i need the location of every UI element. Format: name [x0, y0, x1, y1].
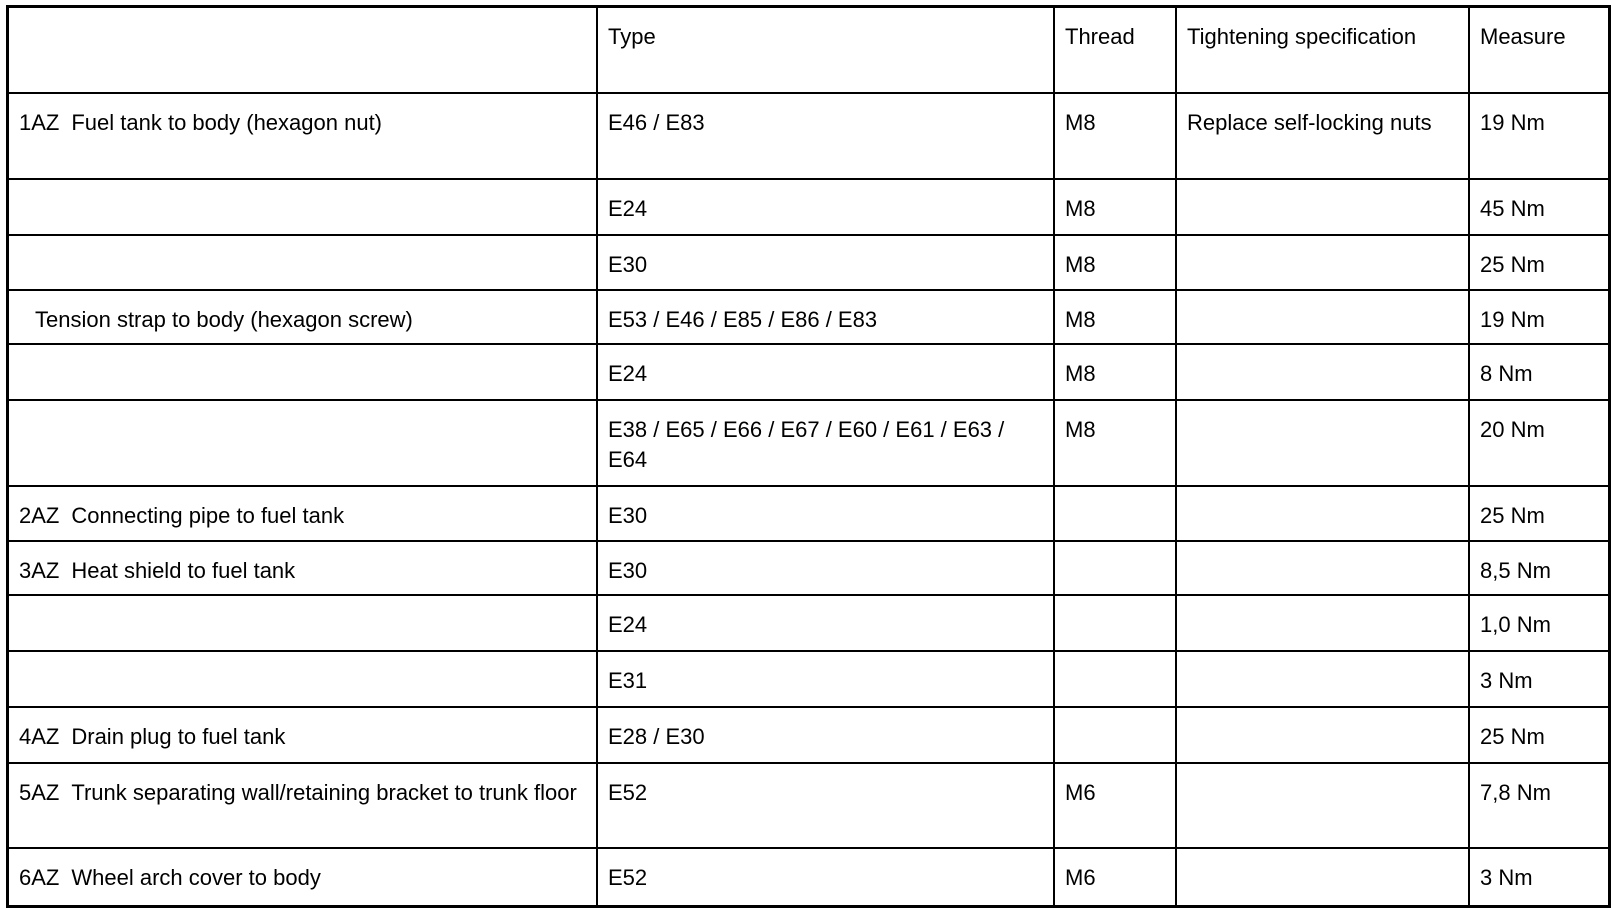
measure-cell: 25 Nm [1469, 707, 1610, 763]
spec-cell [1176, 763, 1469, 848]
type-cell: E38 / E65 / E66 / E67 / E60 / E61 / E63 / E64 [597, 400, 1054, 486]
table-row [8, 400, 1610, 486]
table-row [8, 235, 1610, 290]
spec-cell [1176, 290, 1469, 344]
item-code: 3AZ [19, 558, 60, 583]
table-row [8, 93, 1610, 179]
spec-cell [1176, 707, 1469, 763]
measure-cell: 3 Nm [1469, 651, 1610, 707]
header-row [8, 7, 1610, 94]
type-cell: E46 / E83 [597, 93, 1054, 179]
item-code: 1AZ [19, 110, 60, 135]
type-cell: E53 / E46 / E85 / E86 / E83 [597, 290, 1054, 344]
item-cell [8, 93, 598, 179]
spec-cell [1176, 344, 1469, 400]
item-cell [8, 595, 598, 651]
type-cell: E52 [597, 763, 1054, 848]
item-cell [8, 541, 598, 595]
table-row [8, 707, 1610, 763]
spec-cell [1176, 541, 1469, 595]
item-description: Fuel tank to body (hexagon nut) [71, 110, 383, 135]
item-description: Heat shield to fuel tank [71, 558, 296, 583]
item-code: 5AZ [19, 780, 60, 805]
measure-cell: 25 Nm [1469, 486, 1610, 541]
spec-cell [1176, 848, 1469, 907]
table-row [8, 344, 1610, 400]
table-row [8, 595, 1610, 651]
item-cell [8, 179, 598, 235]
measure-cell: 8,5 Nm [1469, 541, 1610, 595]
measure-cell: 8 Nm [1469, 344, 1610, 400]
item-cell [8, 235, 598, 290]
spec-cell [1176, 179, 1469, 235]
item-cell [8, 344, 598, 400]
thread-cell: M8 [1054, 179, 1176, 235]
thread-cell [1054, 595, 1176, 651]
measure-cell: 19 Nm [1469, 290, 1610, 344]
item-description: Trunk separating wall/retaining bracket to trunk floor [71, 780, 577, 805]
measure-cell: 45 Nm [1469, 179, 1610, 235]
thread-cell: M8 [1054, 235, 1176, 290]
type-cell: E30 [597, 486, 1054, 541]
header-measure: Measure [1469, 7, 1610, 94]
item-cell [8, 290, 598, 344]
table-row [8, 290, 1610, 344]
table-row [8, 763, 1610, 848]
table-row [8, 651, 1610, 707]
measure-cell: 3 Nm [1469, 848, 1610, 907]
thread-cell [1054, 486, 1176, 541]
measure-cell: 7,8 Nm [1469, 763, 1610, 848]
item-code: 4AZ [19, 724, 60, 749]
spec-cell [1176, 595, 1469, 651]
item-cell [8, 651, 598, 707]
item-description: Connecting pipe to fuel tank [71, 503, 345, 528]
thread-cell: M8 [1054, 290, 1176, 344]
item-description: Drain plug to fuel tank [71, 724, 286, 749]
spec-cell [1176, 235, 1469, 290]
item-cell [8, 763, 598, 848]
type-cell: E24 [597, 179, 1054, 235]
spec-cell [1176, 400, 1469, 486]
thread-cell [1054, 651, 1176, 707]
item-cell [8, 400, 598, 486]
type-cell: E31 [597, 651, 1054, 707]
table-row [8, 848, 1610, 907]
type-cell: E52 [597, 848, 1054, 907]
table-row [8, 541, 1610, 595]
measure-cell: 19 Nm [1469, 93, 1610, 179]
spec-cell: Replace self-locking nuts [1176, 93, 1469, 179]
measure-cell: 1,0 Nm [1469, 595, 1610, 651]
thread-cell: M8 [1054, 93, 1176, 179]
thread-cell: M6 [1054, 763, 1176, 848]
item-description: Tension strap to body (hexagon screw) [35, 307, 413, 332]
table-row [8, 179, 1610, 235]
spec-cell [1176, 486, 1469, 541]
item-cell [8, 486, 598, 541]
thread-cell: M8 [1054, 344, 1176, 400]
measure-cell: 25 Nm [1469, 235, 1610, 290]
thread-cell [1054, 541, 1176, 595]
thread-cell: M8 [1054, 400, 1176, 486]
thread-cell [1054, 707, 1176, 763]
type-cell: E28 / E30 [597, 707, 1054, 763]
type-cell: E24 [597, 344, 1054, 400]
type-cell: E30 [597, 541, 1054, 595]
header-item [8, 7, 598, 94]
item-cell [8, 707, 598, 763]
item-description: Wheel arch cover to body [71, 865, 321, 890]
type-cell: E30 [597, 235, 1054, 290]
thread-cell: M6 [1054, 848, 1176, 907]
header-thread: Thread [1054, 7, 1176, 94]
item-code: 2AZ [19, 503, 60, 528]
header-tightening-spec: Tightening specification [1176, 7, 1469, 94]
torque-spec-table [6, 5, 1611, 908]
item-cell [8, 848, 598, 907]
spec-cell [1176, 651, 1469, 707]
header-type: Type [597, 7, 1054, 94]
type-cell: E24 [597, 595, 1054, 651]
item-code: 6AZ [19, 865, 60, 890]
table-row [8, 486, 1610, 541]
measure-cell: 20 Nm [1469, 400, 1610, 486]
